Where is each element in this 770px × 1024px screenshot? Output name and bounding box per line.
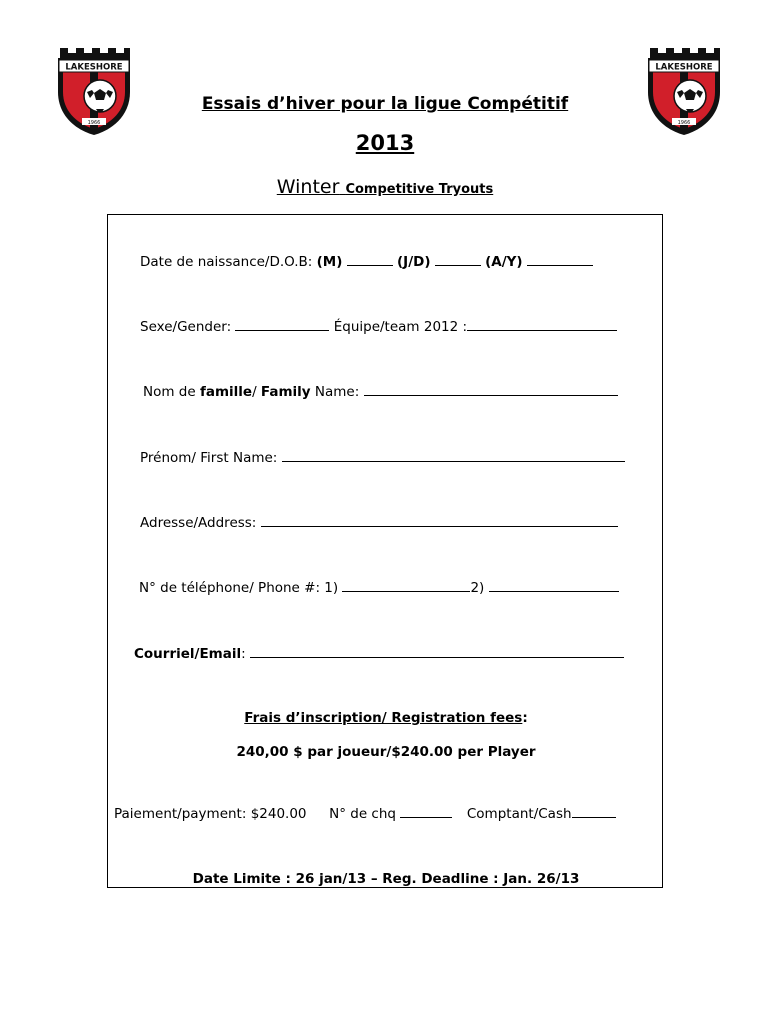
title-english-small: Competitive Tryouts [345,182,494,197]
cash-field[interactable] [572,805,616,818]
last-name-row [143,383,618,400]
logo-year: 1966 [677,120,691,126]
fees-colon: : [522,710,528,726]
cheque-label: N° de chq [329,806,396,822]
title-english [0,176,770,198]
phone-1-field[interactable] [342,579,470,592]
gender-label: Sexe/Gender: [140,319,232,335]
last-name-bold-famille: famille [199,384,253,400]
last-name-prefix: Nom de [143,384,200,400]
last-name-suffix: Name: [310,384,360,400]
last-name-mid: / [252,384,261,400]
email-field[interactable] [250,645,624,658]
logo-text: LAKESHORE [65,62,123,73]
dob-month-field[interactable] [347,253,393,266]
payment-row [114,805,616,822]
deadline: Date Limite : 26 jan/13 – Reg. Deadline : Jan. 26/13 [192,871,580,887]
first-name-row [140,449,625,466]
address-field[interactable] [261,514,618,527]
payment-label: Paiement/payment: $240.00 [114,806,307,822]
fees-heading: Frais d’inscription/ Registration fees [244,710,523,726]
phone-row [139,579,619,596]
first-name-label: Prénom/ First Name: [140,450,278,466]
lakeshore-logo-left [54,44,134,136]
dob-month-label: (M) [316,254,343,270]
fees-amount: 240,00 $ par joueur/$240.00 per Player [236,744,536,760]
cheque-field[interactable] [400,805,452,818]
title-year: 2013 [355,131,415,155]
email-row [134,645,624,662]
dob-label: Date de naissance/D.O.B: [140,254,313,270]
phone-2-field[interactable] [489,579,619,592]
team-label: Équipe/team 2012 : [333,319,468,335]
dob-day-field[interactable] [435,253,481,266]
first-name-field[interactable] [282,449,625,462]
phone-label-2: 2) [470,580,485,596]
email-colon: : [241,646,246,662]
title-english-big: Winter [276,176,340,198]
phone-label: N° de téléphone/ Phone #: 1) [139,580,339,596]
email-label: Courriel/Email [134,646,242,662]
cash-label: Comptant/Cash [466,806,572,822]
gender-row [140,318,617,335]
dob-day-label: (J/D) [397,254,431,270]
dob-year-field[interactable] [527,253,593,266]
registration-form [107,214,663,888]
last-name-field[interactable] [364,383,618,396]
dob-row [140,253,593,270]
team-field[interactable] [467,318,617,331]
dob-year-label: (A/Y) [485,254,523,270]
last-name-bold-family: Family [260,384,311,400]
logo-year: 1966 [87,120,101,126]
address-label: Adresse/Address: [140,515,257,531]
gender-field[interactable] [235,318,329,331]
lakeshore-logo-right [644,44,724,136]
logo-text: LAKESHORE [655,62,713,73]
address-row [140,514,618,531]
fees-heading-row [108,710,664,726]
title-french: Essais d’hiver pour la ligue Compétitif [201,94,569,114]
